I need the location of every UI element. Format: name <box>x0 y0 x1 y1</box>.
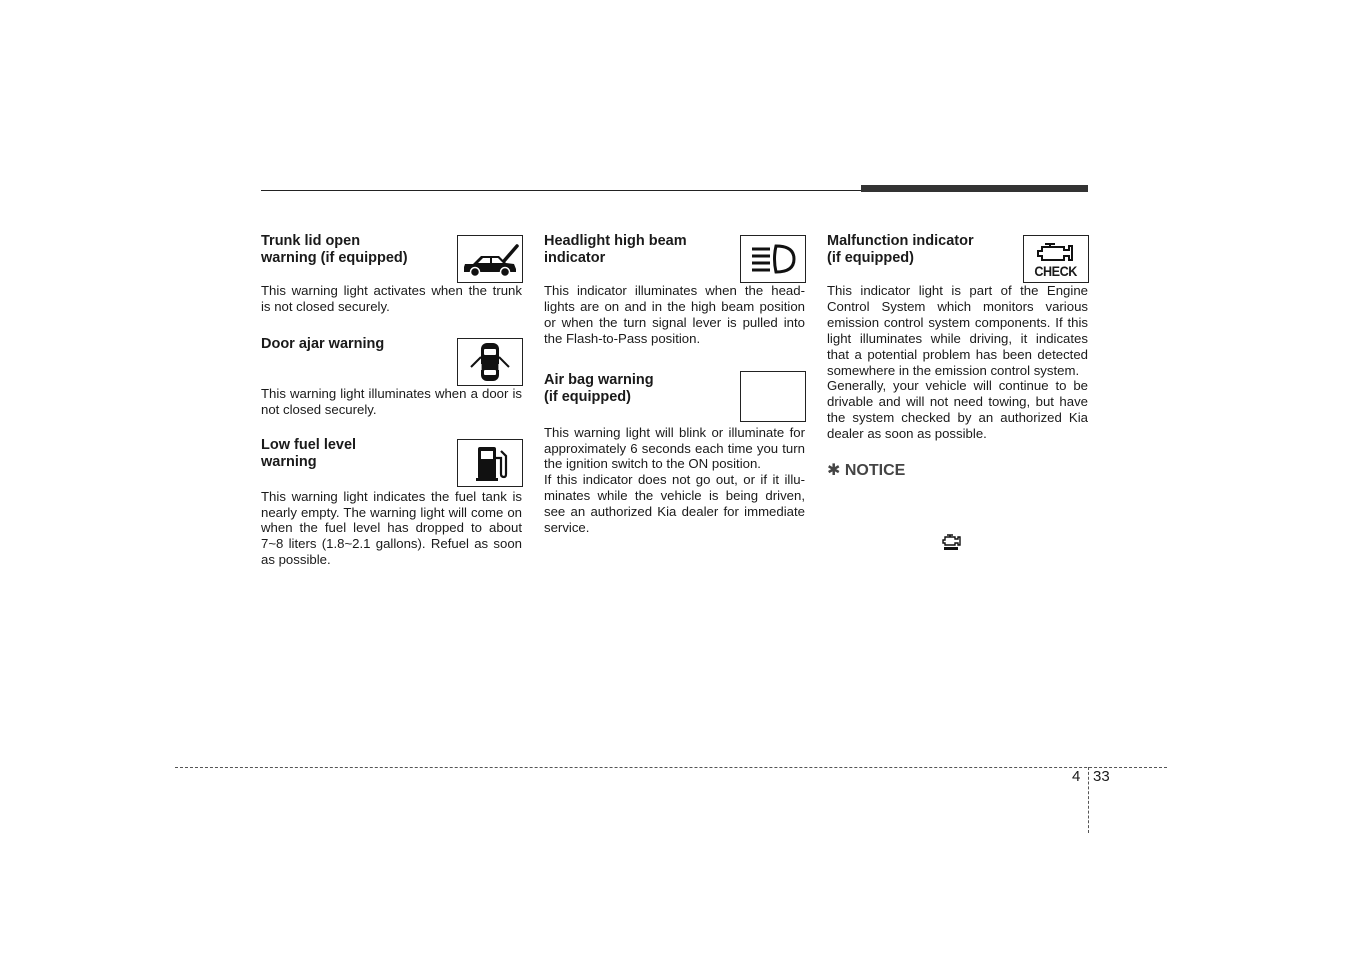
check-engine-icon <box>1023 235 1089 283</box>
high-beam-icon <box>740 235 806 283</box>
footer-dashed-rule <box>175 767 1167 768</box>
air-bag-icon <box>740 371 806 422</box>
column-left <box>261 232 522 568</box>
door-ajar-section-header <box>261 335 522 386</box>
air-bag-description: This warning light will blink or illuminate for approximately 6 seconds each time you turn the ignition switch to the ON position. <box>544 424 805 472</box>
malfunction-description-2: Generally, your vehicle will continue to be drivable and will not need towing, but have the system checked by an authorized Kia dealer as soon as possible. <box>827 378 1088 442</box>
trunk-lid-section-header <box>261 232 522 283</box>
low-fuel-section-header <box>261 436 522 489</box>
engine-symbol-icon <box>940 532 962 557</box>
notice-heading: ✱ NOTICE <box>827 462 906 480</box>
page-number: 33 <box>1093 768 1110 785</box>
trunk-open-icon <box>457 235 523 283</box>
malfunction-description: This indicator light is part of the Engine Control System which monitors various emission control system components. If this light illuminates while driving, it indicates that a potential problem has been detected somewhere in the emission control system. <box>827 283 1088 378</box>
column-right <box>827 232 1088 480</box>
high-beam-title: Headlight high beam indicator <box>544 233 687 266</box>
low-fuel-description: This warning light indicates the fuel tank is nearly empty. The warning light will come on when the fuel level has dropped to about 7~8 liters (1.8~2.1 gallons). Refuel as soon as possible. <box>261 488 522 568</box>
header-rule <box>261 190 861 191</box>
door-ajar-description: This warning light illuminates when a door is not closed securely. <box>261 385 522 417</box>
chapter-number: 4 <box>1072 768 1081 785</box>
air-bag-section-header <box>544 371 805 425</box>
air-bag-title: Air bag warning (if equipped) <box>544 371 654 405</box>
column-middle <box>544 232 805 536</box>
door-ajar-title: Door ajar warning <box>261 335 385 352</box>
check-engine-label: CHECK <box>1034 262 1078 279</box>
malfunction-section-header <box>827 232 1088 283</box>
low-fuel-title: Low fuel level warning <box>261 436 357 470</box>
high-beam-section-header <box>544 232 805 283</box>
malfunction-title: Malfunction indicator (if equipped) <box>827 233 974 266</box>
trunk-lid-title: Trunk lid open warning (if equipped) <box>261 233 408 266</box>
air-bag-description-2: If this indicator does not go out, or if it illuminates while the vehicle is being driven, see an authorized Kia dealer for immediate service. <box>544 472 805 536</box>
header-tab-bar <box>861 185 1088 192</box>
high-beam-description: This indicator illuminates when the headlights are on and in the high beam position or when the turn signal lever is pulled into the Flash-to-Pass position. <box>544 283 805 346</box>
trunk-lid-description: This warning light activates when the trunk is not closed securely. <box>261 283 522 314</box>
footer-dashed-divider <box>1088 767 1089 833</box>
fuel-pump-icon <box>457 439 523 487</box>
door-ajar-icon <box>457 338 523 386</box>
